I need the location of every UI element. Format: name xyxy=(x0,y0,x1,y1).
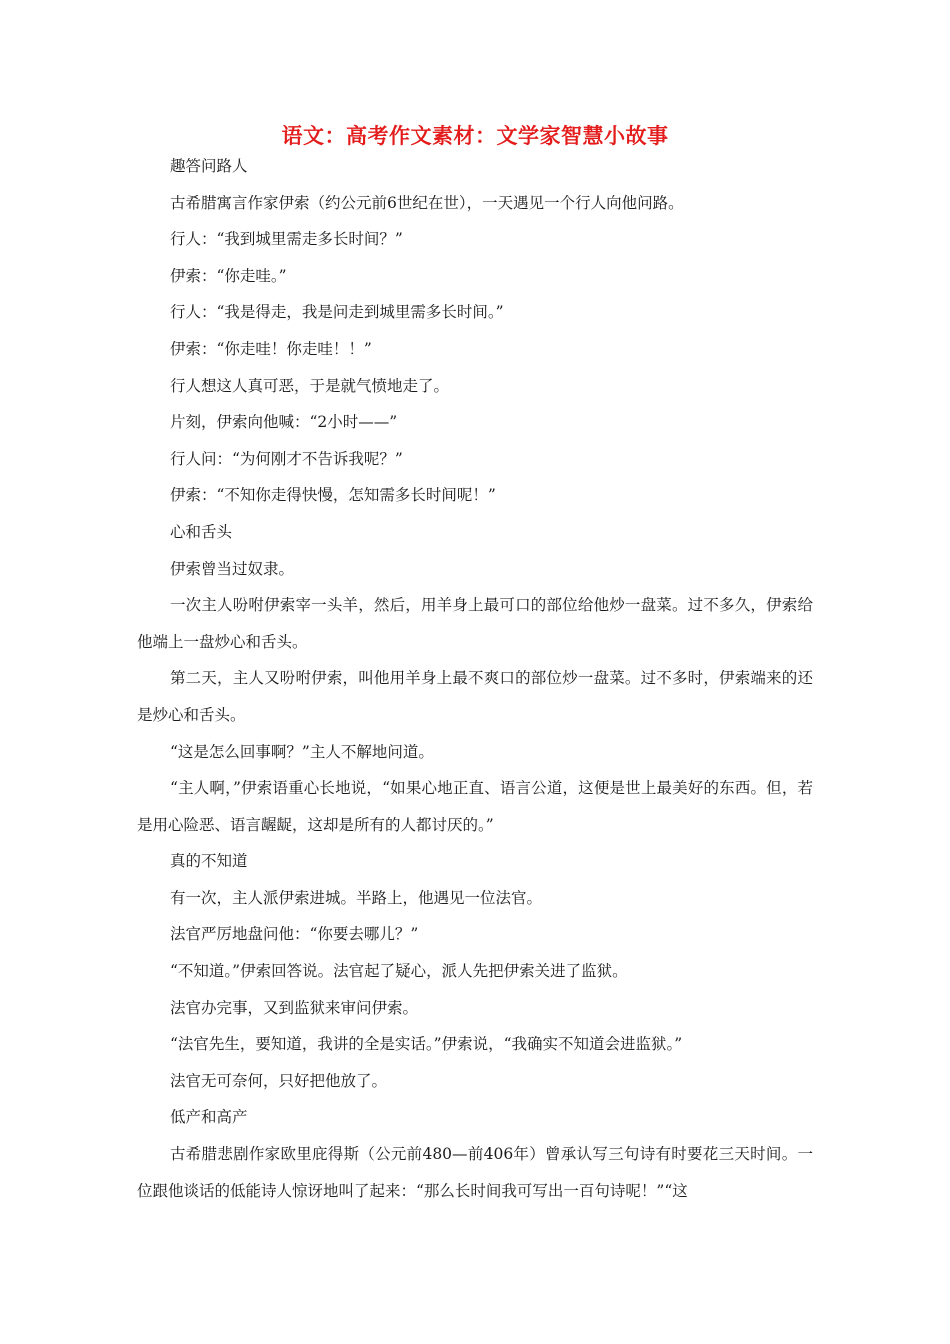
paragraph: 古希腊悲剧作家欧里庇得斯（公元前480—前406年）曾承认写三句诗有时要花三天时间。一位跟他谈话的低能诗人惊讶地叫了起来：“那么长时间我可写出一百句诗呢！”“这 xyxy=(137,1145,813,1200)
paragraph: “法官先生，要知道，我讲的全是实话。”伊索说，“我确实不知道会进监狱。” xyxy=(170,1035,683,1054)
paragraph: 低产和高产 xyxy=(170,1108,248,1127)
paragraph: 伊索：“你走哇。” xyxy=(170,266,287,285)
paragraph: 行人想这人真可恶，于是就气愤地走了。 xyxy=(170,376,450,395)
paragraph: 心和舌头 xyxy=(170,522,233,541)
paragraph: 法官办完事，又到监狱来审问伊索。 xyxy=(170,998,419,1017)
paragraph: 行人：“我到城里需走多长时间？” xyxy=(170,230,403,249)
paragraph: 行人问：“为何刚才不告诉我呢？” xyxy=(170,449,403,468)
paragraph: 伊索：“不知你走得快慢，怎知需多长时间呢！” xyxy=(170,486,496,505)
paragraph: 一次主人吩咐伊索宰一头羊，然后，用羊身上最可口的部位给他炒一盘菜。过不多久，伊索给他端上一盘炒心和舌头。 xyxy=(137,596,813,651)
paragraph: “不知道。”伊索回答说。法官起了疑心，派人先把伊索关进了监狱。 xyxy=(170,962,628,981)
paragraph: “主人啊，”伊索语重心长地说，“如果心地正直、语言公道，这便是世上最美好的东西。但，若是用心险恶、语言龌龊，这却是所有的人都讨厌的。” xyxy=(137,779,813,834)
paragraph: 有一次，主人派伊索进城。半路上，他遇见一位法官。 xyxy=(170,888,543,907)
paragraph: 伊索：“你走哇！你走哇！！” xyxy=(170,339,372,358)
paragraph: 片刻，伊索向他喊：“2小时——” xyxy=(170,413,398,432)
paragraph: 法官严厉地盘问他：“你要去哪儿？” xyxy=(170,925,419,944)
document-title: 语文：高考作文素材：文学家智慧小故事 xyxy=(281,123,669,148)
paragraph: 趣答问路人 xyxy=(170,157,248,175)
document-body xyxy=(137,148,813,1209)
paragraph: 伊索曾当过奴隶。 xyxy=(170,559,295,578)
paragraph: 行人：“我是得走，我是问走到城里需多长时间。” xyxy=(170,303,504,322)
paragraph: “这是怎么回事啊？”主人不解地问道。 xyxy=(170,742,434,761)
paragraph: 第二天，主人又吩咐伊索，叫他用羊身上最不爽口的部位炒一盘菜。过不多时，伊索端来的还是炒心和舌头。 xyxy=(137,669,813,724)
paragraph: 法官无可奈何，只好把他放了。 xyxy=(170,1071,388,1090)
paragraph: 古希腊寓言作家伊索（约公元前6世纪在世），一天遇见一个行人向他问路。 xyxy=(170,193,684,212)
paragraph: 真的不知道 xyxy=(170,852,248,871)
